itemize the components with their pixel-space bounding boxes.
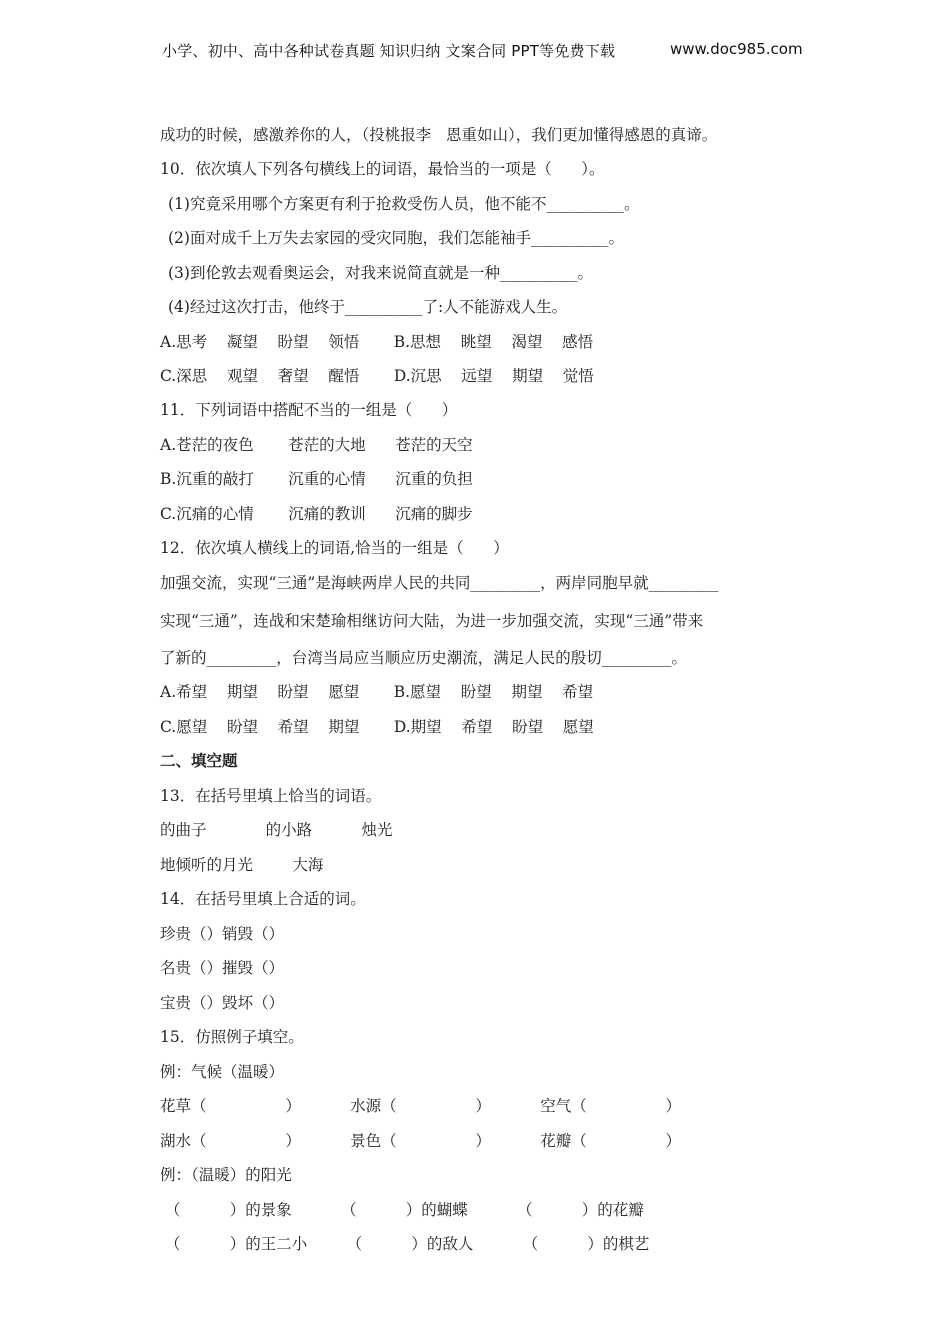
question-11: 11．下列词语中搭配不当的一组是（ ） xyxy=(160,401,458,419)
sentence-1: (1)究竟采用哪个方案更有利于抢救受伤人员，他不能不__________。 xyxy=(168,195,640,213)
fill-line: （ ）的景象 （ ）的蝴蝶 （ ）的花瓣 xyxy=(160,1201,644,1219)
options-cd: C.深思 观望 奢望 醒悟 D.沉思 远望 期望 觉悟 xyxy=(160,367,594,385)
question-10: 10．依次填人下列各句横线上的词语，最恰当的一项是（ ）。 xyxy=(160,160,605,178)
sentence-4: (4)经过这次打击，他终于__________了:人不能游戏人生。 xyxy=(168,298,568,316)
example-1: 例：气候（温暖） xyxy=(160,1063,285,1081)
options-ab: A.希望 期望 盼望 愿望 B.愿望 盼望 期望 希望 xyxy=(160,683,594,701)
fill-line: （ ）的王二小 （ ）的敌人 （ ）的棋艺 xyxy=(160,1235,650,1253)
options-ab: A.思考 凝望 盼望 领悟 B.思想 眺望 渴望 感悟 xyxy=(160,333,594,351)
passage-line-2: 实现“三通”，连战和宋楚瑜相继访问大陆，为进一步加强交流，实现“三通”带来 xyxy=(160,612,704,630)
header-url: www.doc985.com xyxy=(670,40,803,58)
fill-line: 地倾听的月光 大海 xyxy=(160,856,324,874)
fill-line: 花草（ ） 水源（ ） 空气（ ） xyxy=(160,1097,682,1115)
sentence-3: (3)到伦敦去观看奥运会，对我来说简直就是一种__________。 xyxy=(168,264,593,282)
question-13: 13．在括号里填上恰当的词语。 xyxy=(160,787,382,805)
text-line: 成功的时候，感激养你的人，（投桃报李 恩重如山），我们更加懂得感恩的真谛。 xyxy=(160,126,718,144)
fill-line: 名贵（）摧毁（） xyxy=(160,959,285,977)
question-12: 12．依次填人横线上的词语,恰当的一组是（ ） xyxy=(160,539,509,557)
option-c: C.沉痛的心情 沉痛的教训 沉痛的脚步 xyxy=(160,505,473,523)
question-14: 14．在括号里填上合适的词。 xyxy=(160,890,366,908)
fill-line: 珍贵（）销毁（） xyxy=(160,925,285,943)
sentence-2: (2)面对成千上万失去家园的受灾同胞，我们怎能袖手__________。 xyxy=(168,229,624,247)
option-b: B.沉重的敲打 沉重的心情 沉重的负担 xyxy=(160,470,473,488)
passage-line-3: 了新的_________，台湾当局应当顺应历史潮流，满足人民的殷切_________。 xyxy=(160,649,688,667)
example-2: 例：（温暖）的阳光 xyxy=(160,1166,292,1184)
options-cd: C.愿望 盼望 希望 期望 D.期望 希望 盼望 愿望 xyxy=(160,718,594,736)
section-title: 二、填空题 xyxy=(160,752,238,770)
header-left-text: 小学、初中、高中各种试卷真题 知识归纳 文案合同 PPT等免费下载 xyxy=(162,42,616,60)
fill-line: 的曲子 的小路 烛光 xyxy=(160,821,393,839)
passage-line-1: 加强交流，实现“三通”是海峡两岸人民的共同_________，两岸同胞早就_________ xyxy=(160,574,719,592)
fill-line: 湖水（ ） 景色（ ） 花瓣（ ） xyxy=(160,1132,682,1150)
option-a: A.苍茫的夜色 苍茫的大地 苍茫的天空 xyxy=(160,436,473,454)
question-15: 15．仿照例子填空。 xyxy=(160,1028,304,1046)
fill-line: 宝贵（）毁坏（） xyxy=(160,994,285,1012)
